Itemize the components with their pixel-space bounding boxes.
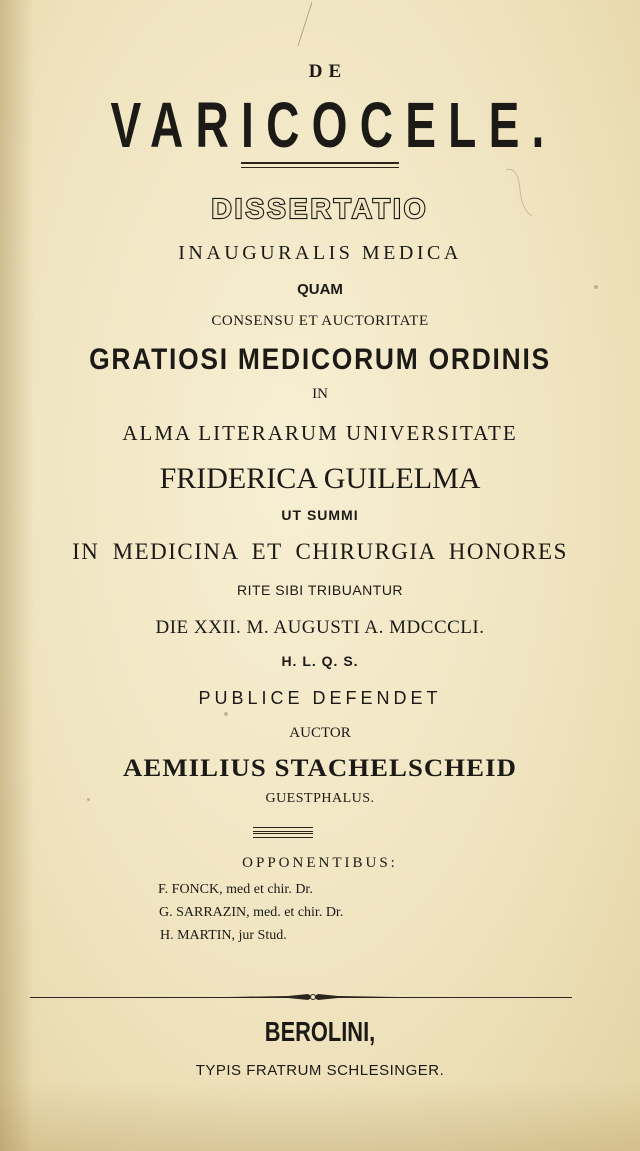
main-title: VARICOCELE.	[110, 89, 557, 161]
page-bottom-stain	[0, 1081, 640, 1151]
auctor-line: AUCTOR	[289, 725, 351, 741]
gratiosi-line: GRATIOSI MEDICORUM ORDINIS	[89, 343, 551, 376]
title-prefix: DE	[308, 61, 348, 82]
consensu-line: CONSENSU ET AUCTORITATE	[211, 313, 429, 329]
hlqs-line: H. L. Q. S.	[281, 653, 359, 669]
dissertatio-text: DISSERTATIO	[211, 193, 429, 224]
opponentibus-heading: OPPONENTIBUS:	[242, 855, 398, 871]
ut-summi-line: UT SUMMI	[281, 507, 359, 523]
ornament-rule	[228, 990, 398, 1004]
university-name: FRIDERICA GUILELMA	[159, 462, 481, 495]
place-of-print: BEROLINI,	[264, 1016, 376, 1047]
author-name: AEMILIUS STACHELSCHEID	[123, 755, 517, 782]
opponent-item: F. FONCK, med et chir. Dr.	[158, 882, 313, 897]
in-medicina-line: IN MEDICINA ET CHIRURGIA HONORES	[72, 539, 568, 564]
rite-line: RITE SIBI TRIBUANTUR	[236, 582, 404, 598]
alma-line: ALMA LITERARUM UNIVERSITATE	[122, 421, 518, 445]
page-edge-shadow	[0, 0, 34, 1151]
publice-line: PUBLICE DEFENDET	[198, 688, 442, 708]
opponent-item: G. SARRAZIN, med. et chir. Dr.	[159, 905, 344, 920]
printer-line: TYPIS FRATRUM SCHLESINGER.	[195, 1062, 445, 1079]
quam-line: QUAM	[297, 281, 343, 298]
date-line: DIE XXII. M. AUGUSTI A. MDCCCLI.	[155, 617, 485, 638]
dissertatio-heading	[0, 195, 640, 223]
opponent-item: H. MARTIN, jur Stud.	[160, 928, 287, 943]
double-rule	[241, 162, 399, 168]
pencil-mark	[280, 0, 320, 50]
short-rule	[253, 833, 313, 838]
in-line: IN	[312, 386, 328, 402]
foxing-spot	[224, 712, 228, 716]
short-rule	[253, 827, 313, 832]
opponents-list	[158, 883, 488, 952]
guestphalus-line: GUESTPHALUS.	[265, 791, 375, 806]
inauguralis-line: INAUGURALIS MEDICA	[178, 242, 462, 264]
